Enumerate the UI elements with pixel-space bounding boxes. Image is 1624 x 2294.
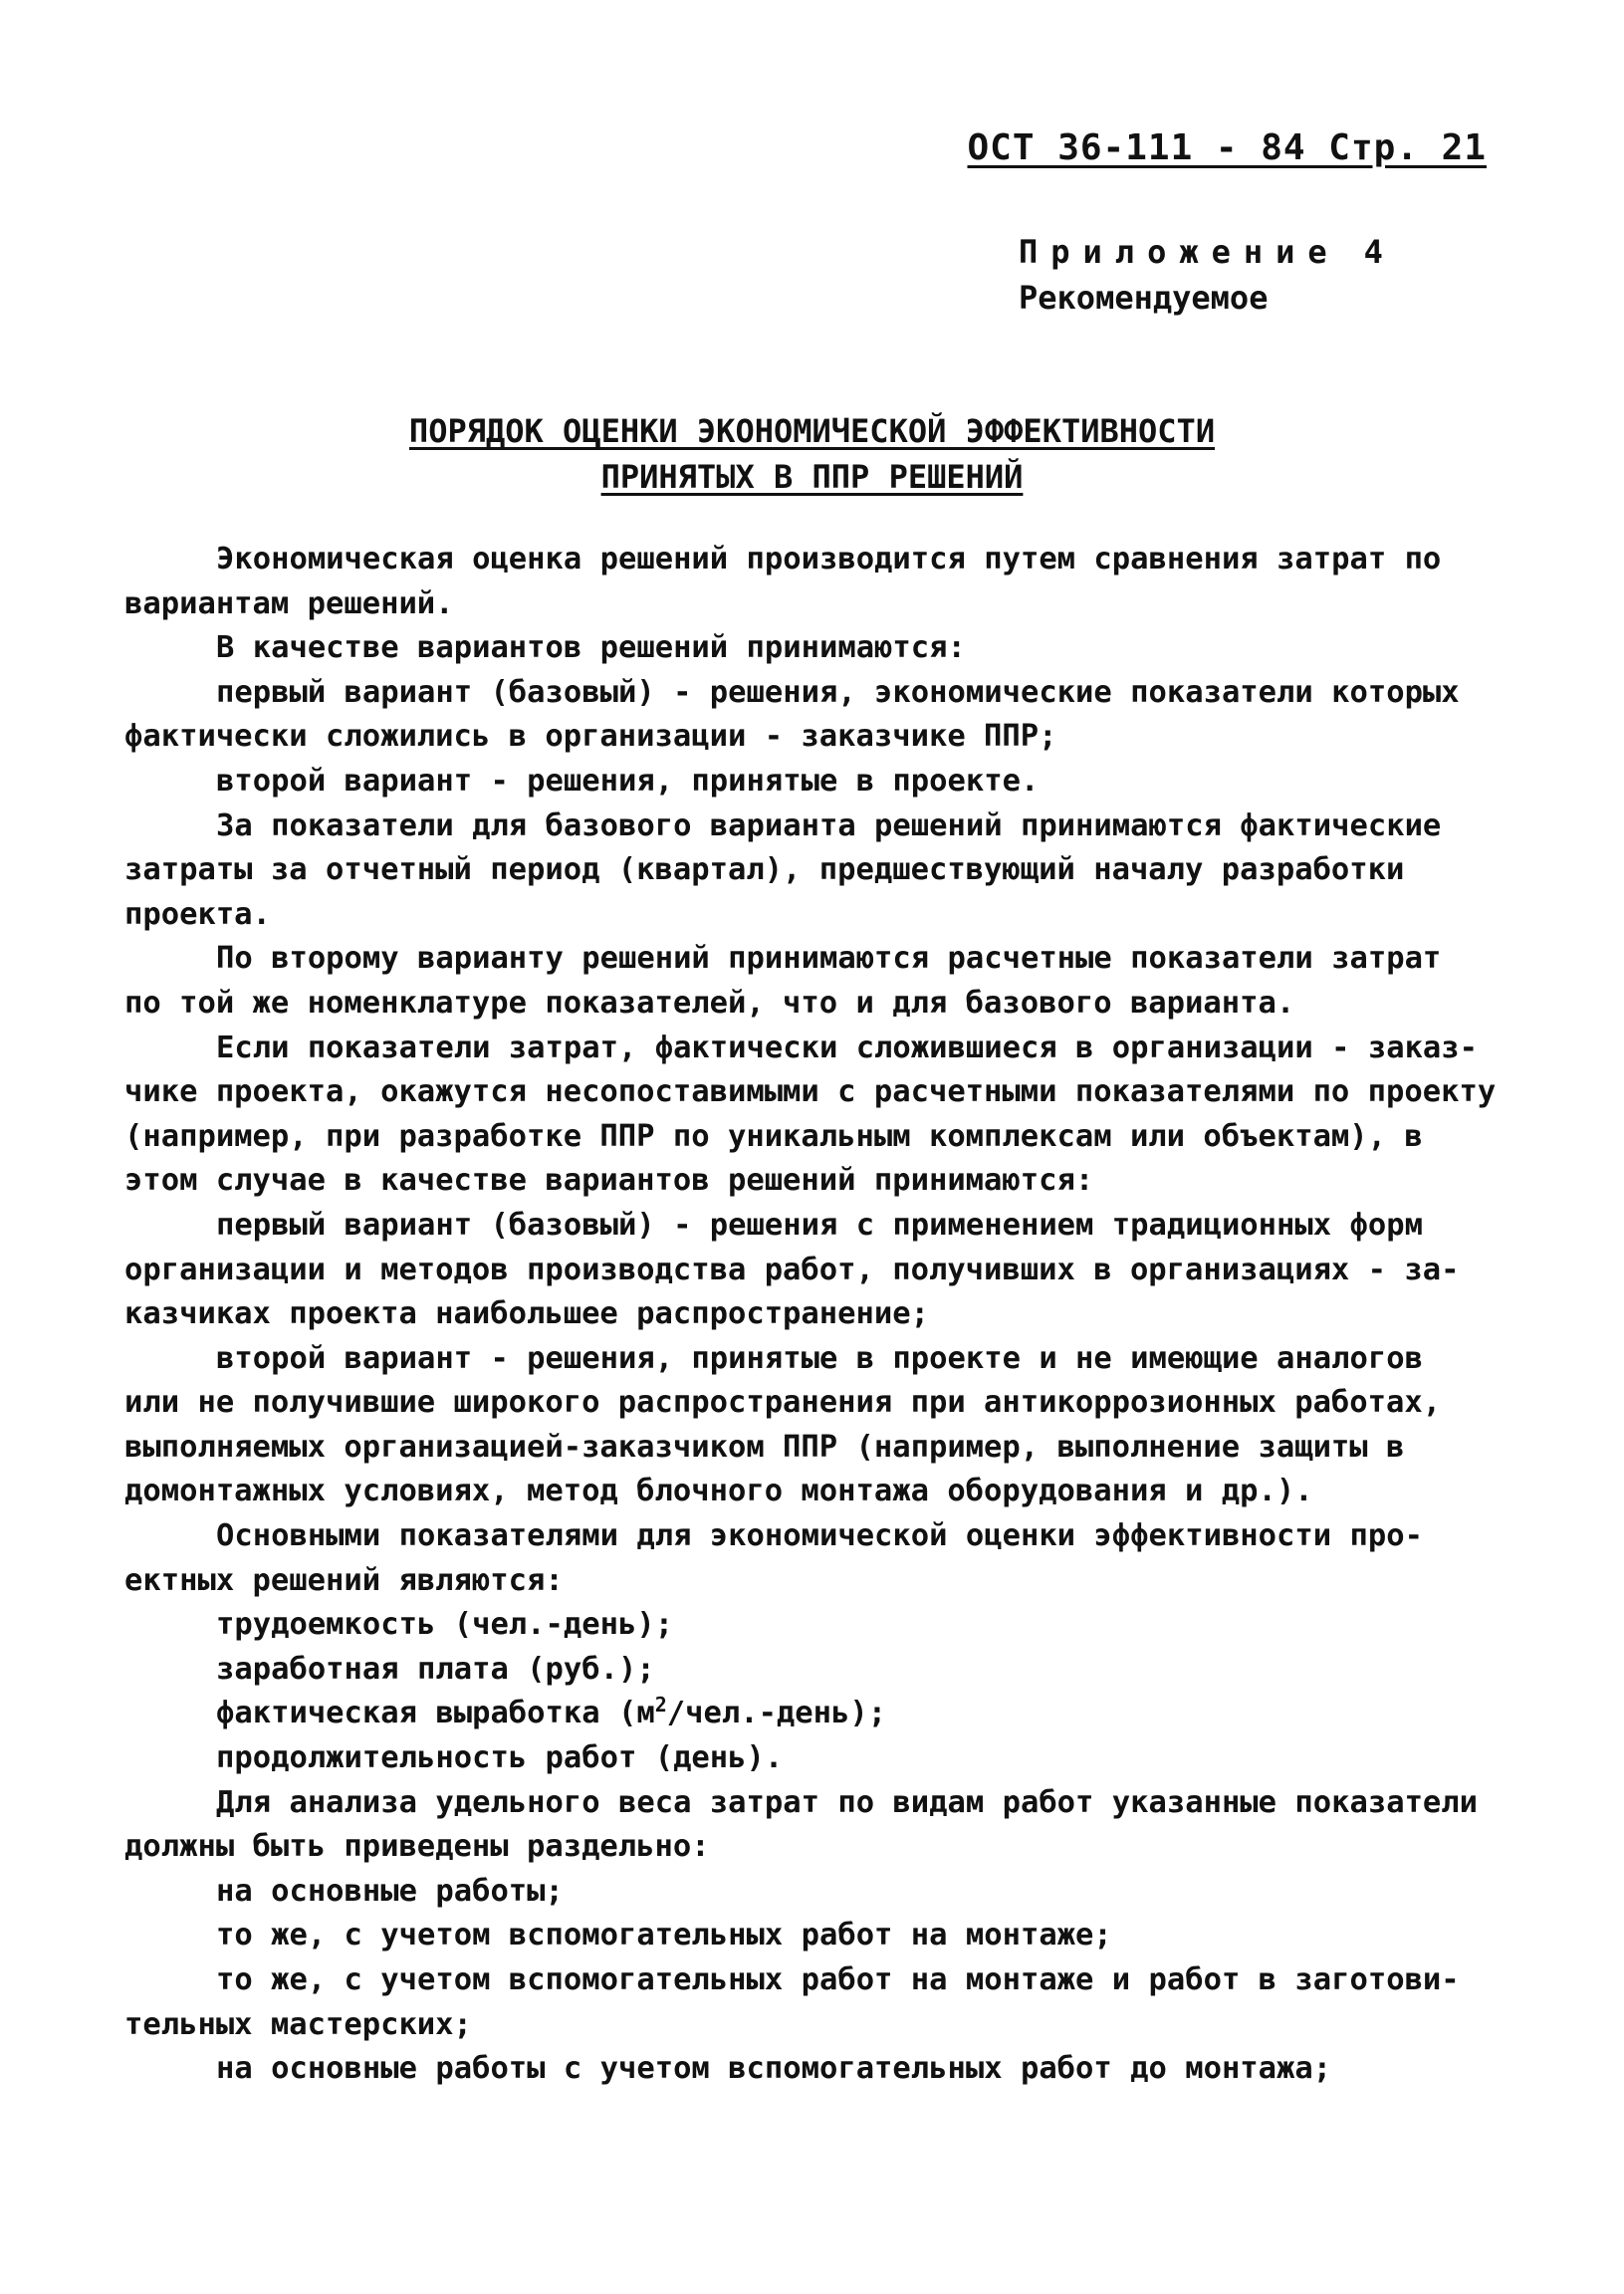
text-line: тельных мастерских;	[124, 2006, 472, 2042]
text-line: вариантам решений.	[124, 585, 454, 621]
text-line: первый вариант (базовый) - решения с применением традиционных форм	[216, 1207, 1423, 1243]
text-line: За показатели для базового варианта решений принимаются фактические	[216, 807, 1442, 843]
text-line: должны быть приведены раздельно:	[124, 1829, 710, 1865]
appendix-heading	[1019, 229, 1383, 275]
text-line: В качестве вариантов решений принимаются:	[216, 630, 966, 666]
text-line: этом случае в качестве вариантов решений принимаются:	[124, 1163, 1094, 1199]
title-line-2: ПРИНЯТЫХ В ППР РЕШЕНИЙ	[600, 458, 1024, 496]
text-line: Если показатели затрат, фактически сложившиеся в организации - заказ-	[216, 1030, 1479, 1065]
text-line: (например, при разработке ППР по уникальным комплексам или объектам), в	[124, 1118, 1423, 1154]
text-line: продолжительность работ (день).	[216, 1740, 784, 1776]
text-line: казчиках проекта наибольшее распространение;	[124, 1296, 929, 1332]
output-text: фактическая выработка (м	[216, 1696, 655, 1731]
text-line: заработная плата (руб.);	[216, 1651, 655, 1687]
text-line: трудоемкость (чел.-день);	[216, 1607, 674, 1643]
text-line: Экономическая оценка решений производится путем сравнения затрат по	[216, 542, 1442, 576]
appendix-status: Рекомендуемое	[1019, 279, 1269, 317]
text-line: выполняемых организацией-заказчиком ППР (например, выполнение защиты в	[124, 1429, 1405, 1465]
appendix-number: 4	[1363, 233, 1383, 271]
text-line: чике проекта, окажутся несопоставимыми с расчетными показателями по проекту	[124, 1074, 1497, 1110]
text-line: домонтажных условиях, метод блочного монтажа оборудования и др.).	[124, 1474, 1313, 1509]
text-line: на основные работы;	[216, 1873, 564, 1909]
text-line: второй вариант - решения, принятые в проекте.	[216, 763, 1040, 799]
text-line: или не получившие широкого распространения при антикоррозионных работах,	[124, 1385, 1442, 1421]
text-line: проекта.	[124, 896, 271, 932]
text-line: то же, с учетом вспомогательных работ на монтаже и работ в заготови-	[216, 1962, 1460, 1997]
text-line: ектных решений являются:	[124, 1562, 564, 1598]
text-line: то же, с учетом вспомогательных работ на монтаже;	[216, 1918, 1112, 1953]
document-reference: ОСТ 36-111 - 84 Стр. 21	[967, 127, 1487, 168]
text-line: организации и методов производства работ, получивших в организациях - за-	[124, 1252, 1460, 1287]
text-line-output	[124, 1692, 1513, 1736]
text-line: Основными показателями для экономической оценки эффективности про-	[216, 1518, 1423, 1554]
text-line: По второму варианту решений принимаются расчетные показатели затрат	[216, 941, 1442, 977]
page-title	[0, 408, 1624, 500]
text-line: по той же номенклатуре показателей, что и для базового варианта.	[124, 985, 1295, 1021]
body-text	[124, 538, 1513, 2092]
superscript-2: 2	[654, 1693, 667, 1718]
text-line: второй вариант - решения, принятые в проекте и не имеющие аналогов	[216, 1340, 1423, 1376]
text-line: фактически сложились в организации - заказчике ППР;	[124, 719, 1057, 755]
output-suffix: /чел.-день);	[666, 1696, 887, 1731]
text-line: затраты за отчетный период (квартал), предшествующий началу разработки	[124, 852, 1405, 888]
title-line-1: ПОРЯДОК ОЦЕНКИ ЭКОНОМИЧЕСКОЙ ЭФФЕКТИВНОСТИ	[408, 412, 1216, 450]
text-line: на основные работы с учетом вспомогательных работ до монтажа;	[216, 2051, 1332, 2087]
text-line: Для анализа удельного веса затрат по видам работ указанные показатели	[216, 1784, 1479, 1820]
text-line: первый вариант (базовый) - решения, экономические показатели которых	[216, 674, 1460, 710]
appendix-label: Приложение	[1019, 233, 1340, 271]
appendix-block	[1019, 229, 1383, 321]
